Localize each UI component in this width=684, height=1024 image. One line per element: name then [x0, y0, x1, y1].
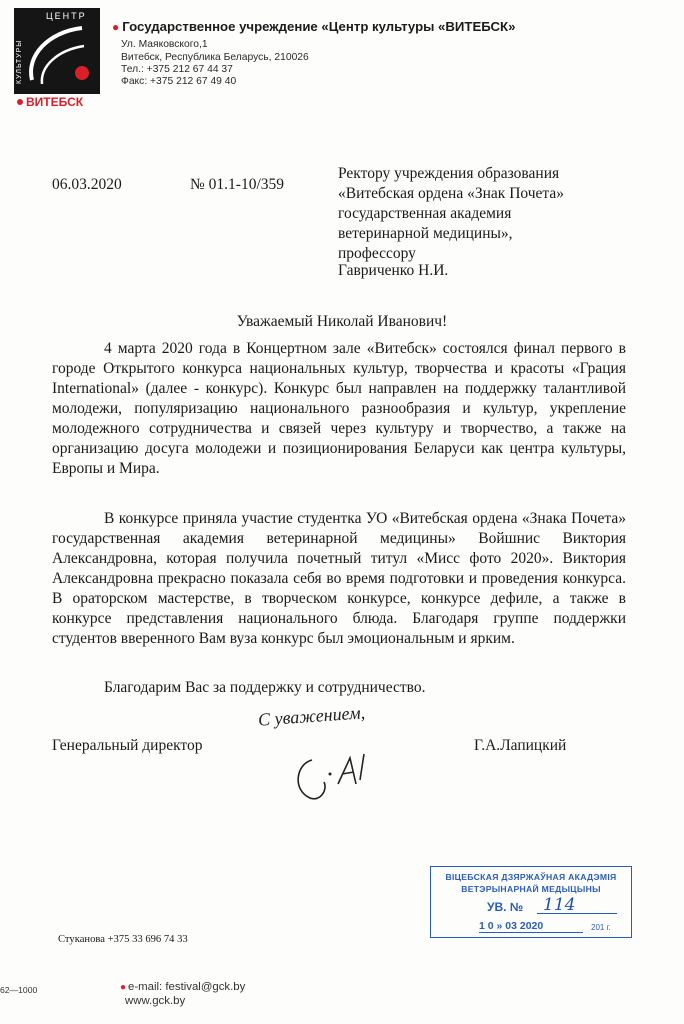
phone: Тел.: +375 212 67 44 37: [121, 64, 233, 75]
signer-title: Генеральный директор: [52, 737, 203, 754]
fax: Факс: +375 212 67 49 40: [121, 76, 237, 87]
recipient-line: профессору: [338, 245, 416, 262]
address-line-1: Ул. Маяковского,1: [121, 39, 208, 50]
footer-website: www.gck.by: [125, 995, 186, 1007]
recipient-line: «Витебская ордена «Знак Почета»: [338, 185, 564, 202]
recipient-line: ветеринарной медицины»,: [338, 225, 513, 242]
stamp-reg-label: УВ. №: [487, 900, 524, 914]
stamp-reg-number: 114: [543, 895, 576, 915]
letter-date: 06.03.2020: [52, 176, 122, 193]
organization-name-text: Государственное учреждение «Центр культуры «ВИТЕБСК»: [122, 19, 516, 34]
salutation: Уважаемый Николай Иванович!: [236, 313, 448, 330]
signature-icon: [290, 740, 380, 810]
logo-text-bottom: ВИТЕБСК: [26, 95, 84, 108]
paragraph-text: 4 марта 2020 года в Концертном зале «Витебск» состоялся финал первого в городе Открытого конкурса национальных культур, творчества и красоты «Грация International» (далее - конкурс). Конкурс был направлен на поддержку талантливой молодежи, популяризацию национального разнообразия и культур, укрепление молодежного сотрудничества и связей через культуру и творчество, а также на организацию досуга молодежи и позиционирования Беларуси как центра культуры, Европы и Мира.: [52, 340, 626, 477]
email-text: e-mail: festival@gck.by: [128, 981, 246, 993]
stamp-year-suffix: 201 г.: [591, 923, 611, 932]
bullet-icon: ●: [120, 982, 127, 993]
stamp-line-2: ВЕТЭРЫНАРНАЙ МЕДЫЦЫНЫ: [461, 884, 601, 894]
reference-number: № 01.1-10/359: [190, 176, 285, 193]
body-paragraph: [52, 509, 626, 649]
signer-name: Г.А.Лапицкий: [474, 737, 567, 754]
stamp-date-line: [479, 932, 583, 933]
organization-name: [112, 19, 515, 34]
body-paragraph: [52, 339, 626, 479]
organization-logo: [12, 6, 104, 108]
executor-contact: Стуканова +375 33 696 74 33: [58, 934, 188, 945]
body-paragraph: [52, 678, 626, 698]
recipient-name: Гавриченко Н.И.: [338, 262, 449, 279]
footer-email: [120, 981, 245, 993]
stamp-line-1: ВIЦЕБСКАЯ ДЗЯРЖАЎНАЯ АКАДЭМIЯ: [445, 872, 617, 882]
paragraph-text: Благодарим Вас за поддержку и сотрудничество.: [104, 679, 426, 696]
recipient-line: государственная академия: [338, 205, 512, 222]
bullet-icon: ●: [112, 20, 120, 34]
recipient-block: [338, 164, 668, 264]
recipient-line: Ректору учреждения образования: [338, 165, 560, 182]
print-code: 62—1000: [0, 985, 38, 995]
registration-stamp: [430, 866, 632, 938]
stamp-date: 1 0 » 03 2020: [479, 920, 544, 932]
address-line-2: Витебск, Республика Беларусь, 210026: [121, 52, 309, 63]
logo-text-top: ЦЕНТР: [46, 11, 87, 21]
handwritten-closing: С уважением,: [257, 702, 366, 730]
logo-text-side: КУЛЬТУРЫ: [16, 39, 23, 84]
paragraph-text: В конкурсе приняла участие студентка УО «Витебская ордена «Знака Почета» государственная академия ветеринарной медицины» Войшнис Виктория Александровна, которая получила почетный титул «Мисс фото 2020». Виктория Александровна прекрасно показала себя во время подготовки и проведения конкурса. В ораторском мастерстве, в творческом конкурсе, конкурсе дефиле, а также в конкурсе представления национального блюда. Благодаря группе поддержки студентов вверенного Вам вуза конкурс был эмоциональным и ярким.: [52, 510, 626, 647]
